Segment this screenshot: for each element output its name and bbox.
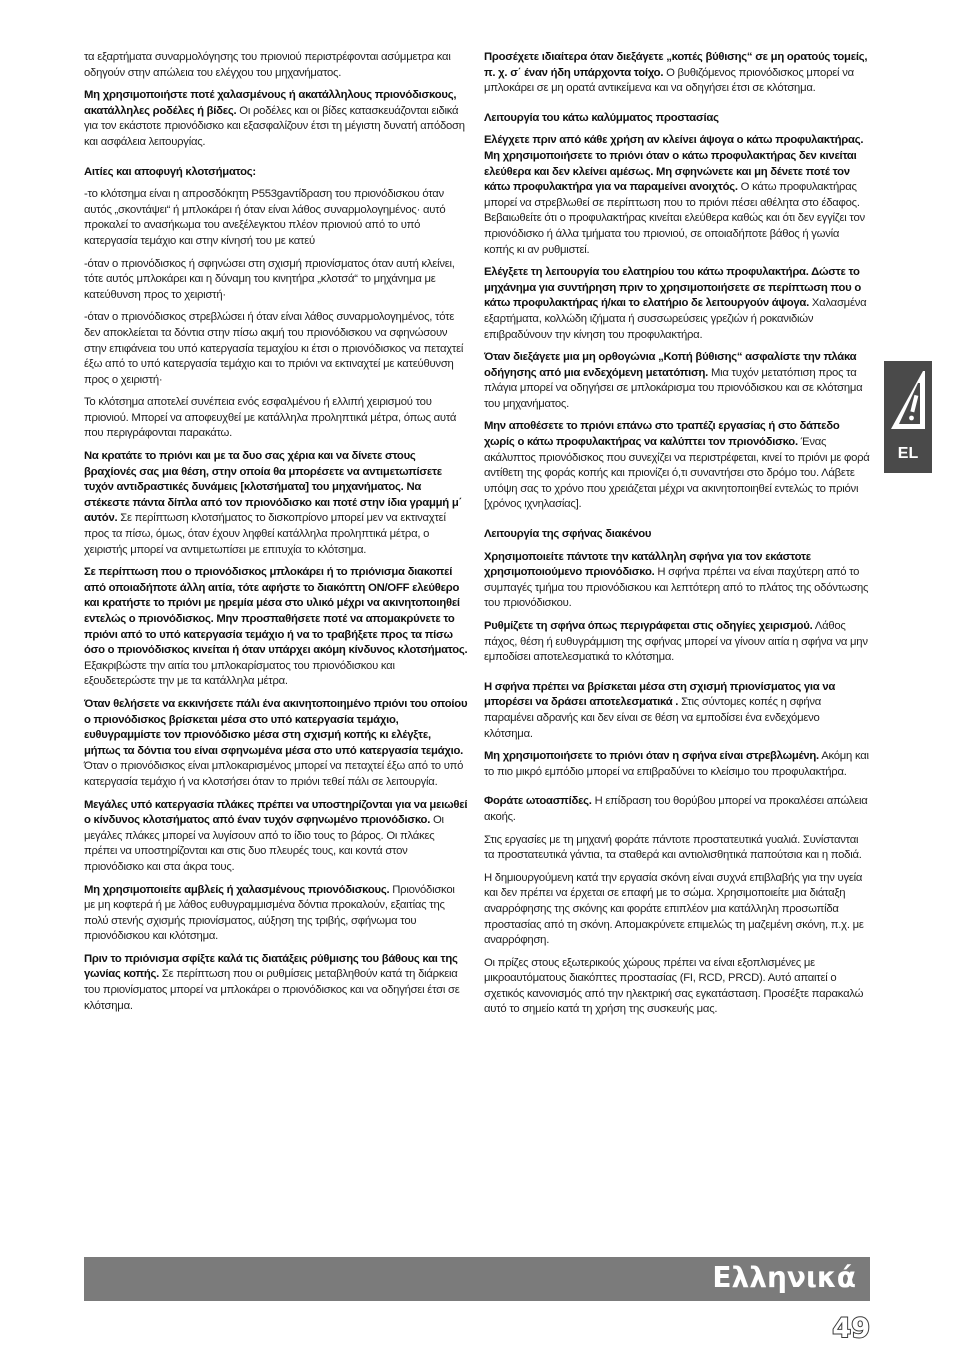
paragraph [484, 550, 870, 612]
paragraph [484, 833, 870, 864]
paragraph-bold-lead: Λειτουργία του κάτω καλύμματος προστασίας [484, 111, 719, 124]
paragraph [84, 697, 468, 791]
paragraph-text: Χαλασμένα εξαρτήματα, κολλώδη ιζήματα ή συσσωρεύσεις γρεζιών ή ροκανιδιών επιβραδύνουν την κίνηση του προφυλακτήρα. [484, 297, 867, 341]
language-code: EL [897, 445, 919, 462]
paragraph-text: Ακόμη και το πιο μικρό εμπόδιο μπορεί να επιβραδύνει το κλείσιμο του προφυλακτήρα. [484, 750, 869, 778]
paragraph [484, 265, 870, 343]
paragraph [84, 310, 468, 388]
paragraph-text: Όταν ο πριονόδισκος είναι μπλοκαρισμένος μπορεί να πεταχτεί έξω από το υπό κατεργασία τεμάχιο ή να κλοτσήσει όταν το πριόνι τεθεί πάλι σε λειτουργία. [84, 760, 464, 788]
paragraph [84, 798, 468, 876]
paragraph [484, 680, 870, 742]
right-column [484, 50, 870, 1025]
paragraph [84, 88, 468, 150]
paragraph [484, 111, 870, 127]
page-number-text: 49 [832, 1313, 870, 1344]
paragraph-bold-lead: Αιτίες και αποφυγή κλοτσήματος: [84, 165, 256, 178]
paragraph [484, 133, 870, 258]
paragraph-bold-lead: Μη χρησιμοποιήστε ποτέ χαλασμένους ή ακατάλληλους πριονόδισκους, ακατάλληλες ροδέλες ή βίδες. [84, 89, 457, 117]
paragraph-bold-lead: Προσέχετε ιδιαίτερα όταν διεξάγετε „κοπές βύθισης“ σε μη ορατούς τομείς, π. χ. σ΄ έναν ήδη υπάρχοντα τοίχο. [484, 51, 868, 79]
page-number [824, 1313, 870, 1345]
paragraph-text: τα εξαρτήματα συναρμολόγησης του πριονιού περιστρέφονται ασύμμετρα και οδηγούν στην απώλεια του ελέγχου του μηχανήματος. [84, 51, 451, 79]
paragraph-text: Σε περίπτωση που οι ρυθμίσεις μεταβληθούν κατά τη διάρκεια του πριονίσματος μπορεί να μπλοκάρει ο πριονόδισκος και να οδηγήσει έτσι σε κλότσημα. [84, 968, 460, 1012]
warning-triangle-icon [889, 369, 927, 431]
paragraph-text: -όταν ο πριονόδισκος στρεβλώσει ή όταν είναι λάθος συναρμολογημένος, τότε δεν αποκλείεται τα δόντια στην πίσω ακμή του πριονόδισκου να σφηνώσουν στην επιφάνεια του υπό κατεργασία τεμαχίου κι έτσι ο πριονόδισκος να πεταχτεί έξω από το υπό κατεργασία τεμάχιο και το πριόνι να εκτιναχτεί με κατεύθυνση προς ο χειριστή· [84, 311, 464, 386]
paragraph-text: Ένας ακάλυπτος πριονόδισκος που συνεχίζει να περιστρέφεται, κινεί το πριόνι με φορά αντίθετη της φοράς κοπής και πριονίζει ό,τι συναντήσει στο δρόμο του. Λάβετε υπόψη σας το χρόνο που χρειάζεται μέχρι να ακινητοποιηθεί εντελώς το πριόνι [χρόνος ιχνηλασίας]. [484, 436, 870, 511]
paragraph [484, 50, 870, 97]
paragraph-bold-lead: Ρυθμίζετε τη σφήνα όπως περιγράφεται στις οδηγίες χειρισμού. [484, 620, 813, 632]
paragraph [484, 794, 870, 825]
paragraph [84, 395, 468, 442]
paragraph-bold-lead: Ελέγξετε τη λειτουργία του ελατηρίου του κάτω προφυλακτήρα. Δώστε το μηχάνημα για συντήρηση πριν το χρησιμοποιήσετε σε περίπτωση που ο κάτω προφυλακτήρας ή/και το ελατήριο δε λειτουργούν άψογα. [484, 266, 862, 310]
paragraph-text: Το κλότσημα αποτελεί συνέπεια ενός εσφαλμένου ή ελλιπή χειρισμού του πριονιού. Μπορεί να αποφευχθεί με κατάλληλα προληπτικά μέτρα, όπως αυτά που περιγράφονται παρακάτω. [84, 396, 457, 440]
paragraph-text: Οι μεγάλες πλάκες μπορεί να λυγίσουν από το ίδιο τους το βάρος. Οι πλάκες πρέπει να υποστηρίζονται και στις δυο πλευρές τους, και κοντά στον πριονόδισκο και στα άκρα τους. [84, 814, 444, 873]
paragraph [84, 187, 468, 249]
paragraph [484, 350, 870, 412]
paragraph-text: Οι ροδέλες και οι βίδες κατασκευάζονται ειδικά για τον εκάστοτε πριονόδισκο και εξασφαλίζουν έτσι τη μέγιστη δυνατή απόδοση και ασφάλεια λειτουργίας. [84, 104, 465, 148]
paragraph-bold-lead: Μη χρησιμοποιείτε αμβλείς ή χαλασμένους πριονόδισκους. [84, 883, 390, 896]
paragraph-bold-lead: Χρησιμοποιείτε πάντοτε την κατάλληλη σφήνα για τον εκάστοτε χρησιμοποιούμενο πριονόδισκο. [484, 550, 811, 579]
paragraph [484, 419, 870, 513]
paragraph [84, 565, 468, 690]
paragraph-text: -το κλότσημα είναι η απροσδόκητη P553gavτίδραση του πριονόδισκου όταν αυτός „σκοντάψει“ ή μπλοκάρει ή όταν είναι λάθος συναρμολογημένος· αυτό προκαλεί το ανασήκωμα του ανεξέλεγκτου πλέον πριονιού από το υπό κατεργασία τεμάχιο και στην κίνησή του με κατεύ [84, 188, 446, 247]
paragraph-text: Οι πρίζες στους εξωτερικούς χώρους πρέπει να είναι εξοπλισμένες με μικροαυτόματους διακόπτες προστασίας (FI, RCD, PRCD). Αυτό απαιτεί ο σχετικός κανονισμός από την ηλεκτρική σας εγκατάσταση. Προσέξτε παρακαλώ αυτό το σημείο κατά τη χρήση της συσκευής μας. [484, 956, 864, 1016]
paragraph-bold-lead: Λειτουργία της σφήνας διακένου [484, 528, 652, 541]
language-title: Ελληνικά [712, 1261, 856, 1294]
paragraph [84, 257, 468, 304]
paragraph [484, 871, 870, 949]
paragraph-bold-lead: Πριν το πριόνισμα σφίξτε καλά τις διατάξεις ρύθμισης του βάθους και της γωνίας κοπής. [84, 952, 458, 981]
paragraph-bold-lead: Σε περίπτωση που ο πριονόδισκος μπλοκάρει ή το πριόνισμα διακοπεί από οποιαδήποτε άλλη αιτία, τότε αφήστε το διακόπτη ON/OFF ελεύθερο και κρατήστε το πριόνι με ηρεμία μέσα στο υλικό μέχρι να ακινητοποιηθεί εντελώς ο πριονόδισκος. Μην προσπαθήσετε ποτέ να απομακρύνετε το πριόνι από το υπό κατεργασία τεμάχιο ή να το τραβήξετε προς τα πίσω όσο ο πριονόδισκος κινείται ή όταν υπάρχει ακόμη κίνδυνος κλοτσήματος. [84, 566, 468, 657]
paragraph-text: Στις σύντομες κοπές η σφήνα παραμένει αδρανής και δεν είναι σε θέση να εμποδίσει ένα ενδεχόμενο κλότσημα. [484, 696, 822, 740]
paragraph [484, 749, 870, 780]
paragraph [84, 952, 468, 1014]
paragraph-bold-lead: Η σφήνα πρέπει να βρίσκεται μέσα στη σχισμή πριονίσματος για να μπορέσει να δράσει αποτελεσματικά . [484, 680, 836, 709]
left-column [84, 50, 468, 1021]
paragraph-bold-lead: Όταν θελήσετε να εκκινήσετε πάλι ένα ακινητοποιημένο πριόνι του οποίου ο πριονόδισκος βρίσκεται μέσα στο υπό κατεργασία τεμάχιο, ευθυγραμμίστε τον πριονόδισκο μέσα στη σχισμή κοπής κι ελέγξτε, μήπως τα δόντια του είναι σφηνωμένα μέσα στο υπό κατεργασία τεμάχιο. [84, 697, 468, 757]
paragraph [484, 956, 870, 1018]
paragraph-bold-lead: Μην αποθέσετε το πριόνι επάνω στο τραπέζι εργασίας ή στο δάπεδο χωρίς ο κάτω προφυλακτήρας να καλύπτει τον πριονόδισκο. [484, 420, 840, 449]
paragraph [484, 619, 870, 666]
paragraph-bold-lead: Να κρατάτε το πριόνι και με τα δυο σας χέρια και να δίνετε στους βραχίονές σας μια θέση, στην οποία θα μπορέσετε να αντιμετωπίσετε τυχόν αντιδραστικές δυνάμεις [κλοτσήματα] του μηχανήματος. Να στέκεστε πάντα δίπλα από τον πριονόδισκο και ποτέ στην ίδια γραμμή μ΄ αυτόν. [84, 450, 462, 525]
paragraph-text: Η σφήνα πρέπει να είναι παχύτερη από το συμπαγές τμήμα του πριονόδισκου και λεπτότερη από το πλάτος της οδόντωσης του πριονόδισκου. [484, 566, 869, 610]
paragraph-text: Στις εργασίες με τη μηχανή φοράτε πάντοτε προστατευτικά γυαλιά. Συνίστανται τα προστατευτικά γάντια, τα σταθερά και αντιολισθητικά παπούτσια και η ποδιά. [484, 833, 862, 862]
paragraph-bold-lead: Μεγάλες υπό κατεργασία πλάκες πρέπει να υποστηρίζονται για να μειωθεί ο κίνδυνος κλοτσήματος από έναν τυχόν σφηνωμένο πριονόδισκο. [84, 798, 468, 827]
footer-banner [84, 1257, 870, 1301]
paragraph-text: Η επίδραση του θορύβου μπορεί να προκαλέσει απώλεια ακοής. [484, 795, 868, 823]
paragraph-bold-lead: Μη χρησιμοποιήσετε το πριόνι όταν η σφήνα είναι στρεβλωμένη. [484, 750, 819, 763]
paragraph [84, 449, 468, 558]
paragraph-bold-lead: Φοράτε ωτοασπίδες. [484, 795, 592, 808]
paragraph-bold-lead: Ελέγχετε πριν από κάθε χρήση αν κλείνει άψογα ο κάτω προφυλακτήρας. Μη χρησιμοποιήσετε το πριόνι όταν ο κάτω προφυλακτήρας δεν κινείται ελεύθερα και δεν κλείνει αμέσως. Μη σφηνώνετε και μη δένετε ποτέ τον κάτω προφυλακτήρα για να παραμείνει ανοιχτός. [484, 134, 864, 194]
paragraph-text: Μια τυχόν μετατόπιση προς τα πλάγια μπορεί να οδηγήσει σε μπλοκάρισμα του πριονόδισκου και σε κλότσημα του μηχανήματος. [484, 366, 863, 410]
paragraph-text: Εξακριβώστε την αιτία του μπλοκαρίσματος του πριονόδισκου και εξουδετερώστε την με τα κατάλληλα μέτρα. [84, 659, 395, 688]
paragraph-text: Λάθος πάχος, θέση ή ευθυγράμμιση της σφήνας μπορεί να γίνουν αιτία η σφήνα να μην εμποδίσει αποτελεσματικά το κλότσημα. [484, 620, 868, 664]
paragraph [84, 50, 468, 81]
language-side-tab [884, 361, 932, 473]
paragraph-text: -όταν ο πριονόδισκος ή σφηνώσει στη σχισμή πριονίσματος όταν αυτή κλείνει, τότε αυτός μπλοκάρει και η δύναμη του κινητήρα „κλοτσά“ το μηχάνημα με κατεύθυνση προς το χειριστή· [84, 257, 455, 301]
paragraph-text: Η δημιουργούμενη κατά την εργασία σκόνη είναι συχνά επιβλαβής για την υγεία και δεν πρέπει να έρχεται σε επαφή με το σώμα. Χρησιμοποιείτε μια διάταξη αναρρόφησης της σκόνης και φοράτε επιπλέον μια κατάλληλη προσωπίδα προστασίας από τη σκόνη. Απομακρύνετε επιμελώς τη μαζεμένη σκόνη, π.χ. με αναρρόφηση. [484, 871, 864, 947]
paragraph-bold-lead: Όταν διεξάγετε μια μη ορθογώνια „Κοπή βύθισης“ ασφαλίστε την πλάκα οδήγησης από μια ενδεχόμενη μετατόπιση. [484, 351, 857, 379]
paragraph-text: Πριονόδισκοι με μη κοφτερά ή με λάθος ευθυγραμμισμένα δόντια προκαλούν, εξαιτίας της πολύ στενής σχισμής πριονίσματος, αύξηση της τριβής, σφήνωμα του πριονόδισκου και κλότσημα. [84, 883, 455, 943]
paragraph [84, 883, 468, 945]
paragraph-text: Ο βυθιζόμενος πριονόδισκος μπορεί να μπλοκάρει σε μη ορατά αντικείμενα και να οδηγήσει έτσι σε κλότσημα. [484, 66, 854, 95]
paragraph-text: Ο κάτω προφυλακτήρας μπορεί να στρεβλωθεί σε περίπτωση που το πριόνι πέσει αθέλητα στο έδαφος. Βεβαιωθείτε ότι ο προφυλακτήρας κινείται ελεύθερα καθώς και ότι δεν εγγίζει τον πριονόδισκο ή άλλα τμήματα του πριονιού, σε οποιαδήποτε βάθος ή γωνία κοπής κι αν ρυθμιστεί. [484, 181, 865, 256]
paragraph [84, 165, 468, 181]
paragraph-text: Σε περίπτωση κλοτσήματος το δισκοπρίονο μπορεί μεν να εκτιναχτεί προς τα πίσω, όμως, όταν έχουν ληφθεί κατάλληλα προληπτικά μέτρα, ο χειριστής μπορεί να αντιμετωπίσει με επιτυχία το κλότσημα. [84, 512, 446, 556]
paragraph [484, 527, 870, 543]
